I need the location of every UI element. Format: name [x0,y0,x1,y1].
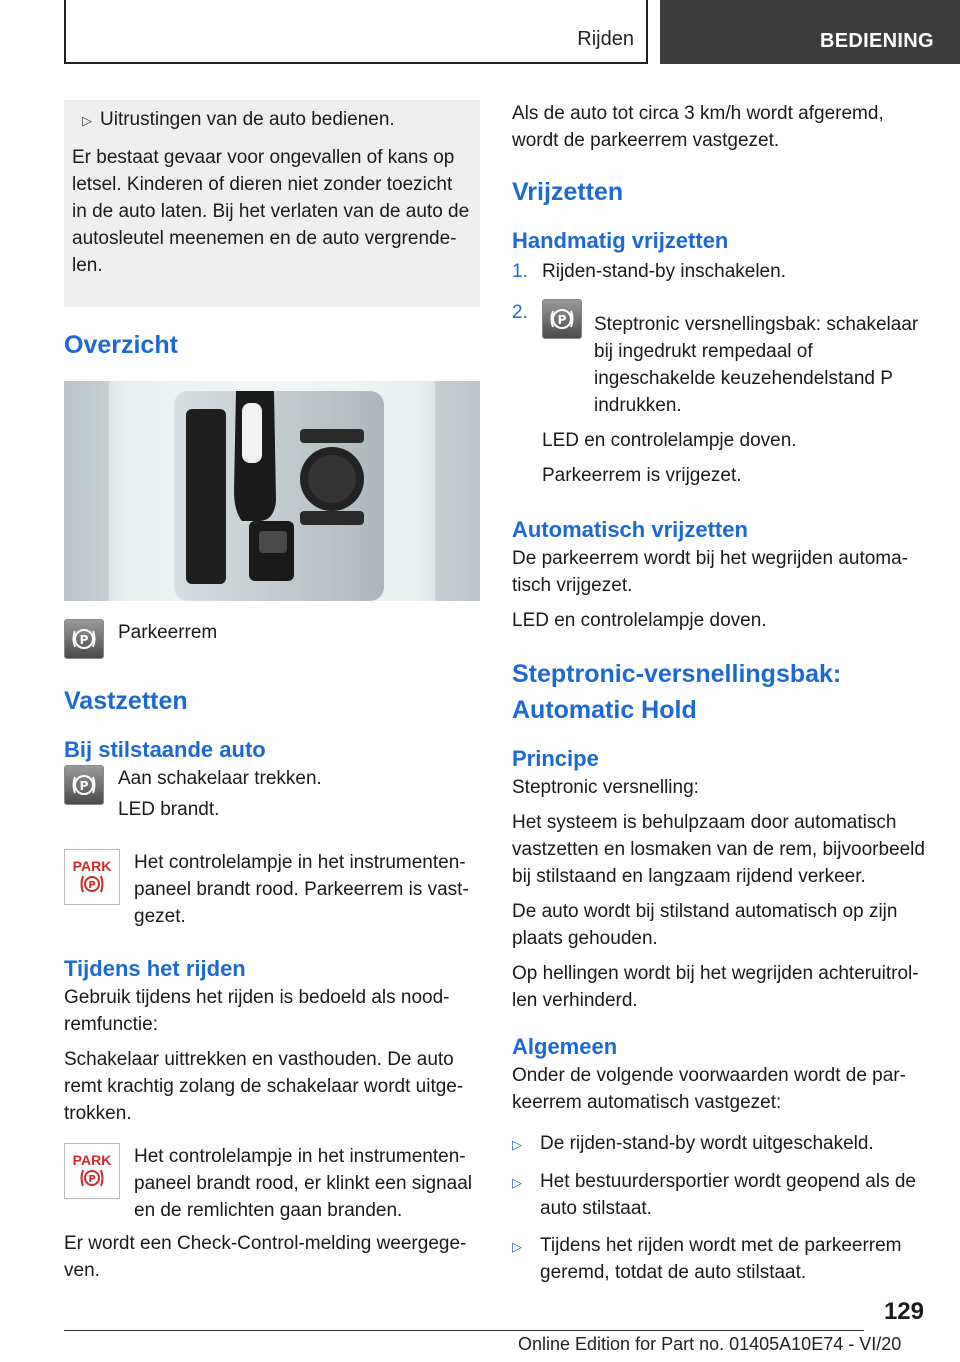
rijden-paragraph-2: Schakelaar uittrekken en vasthouden. De auto remt krachtig zolang de schakelaar wordt uitge-trokken. [64,1049,464,1124]
stilstand-line-1: Aan schakelaar trekken. [118,768,322,789]
heading-principe: Principe [512,746,599,771]
stilstand-line-2: LED brandt. [118,799,220,820]
automatisch-paragraph-1: De parkeerrem wordt bij het wegrijden automa-tisch vrijgezet. [512,548,909,596]
step-text: Rijden-stand-by inschakelen. [542,261,786,282]
triangle-bullet-icon: ▷ [512,1137,522,1152]
warning-box [64,100,480,307]
right-column [512,100,928,1296]
footer-edition: Online Edition for Part no. 01405A10E74 - VI/20 [518,1334,902,1354]
step-2-extra-2: Parkeerrem is vrijgezet. [542,465,742,486]
lamp-text-2: Het controlelampje in het instrumenten-paneel brandt rood, er klinkt een signaal en de remlichten gaan branden. [134,1146,473,1221]
list-item: ▷ Tijdens het rijden wordt met de parkeerrem geremd, totdat de auto stilstaat. [512,1232,928,1286]
photo-caption: Parkeerrem [118,622,218,643]
page-number: 129 [883,1298,924,1325]
parking-brake-switch-icon [64,765,104,805]
heading-automatic-hold: Steptronic-versnellingsbak: Automatic Hold [512,660,842,724]
heading-handmatig-vrijzetten: Handmatig vrijzetten [512,228,729,253]
svg-text:P: P [79,779,89,793]
step-text: Steptronic versnellingsbak: schakelaar bij ingedrukt rempedaal of ingeschakelde keuzehendelstand P indrukken. [594,314,919,416]
list-item [512,258,928,285]
heading-automatisch-vrijzetten: Automatisch vrijzetten [512,517,748,542]
principe-paragraph-3: De auto wordt bij stilstand automatisch op zijn plaats gehouden. [512,901,898,949]
intro-paragraph: Als de auto tot circa 3 km/h wordt afgeremd, wordt de parkeerrem vastgezet. [512,103,884,151]
principe-paragraph-1: Steptronic versnelling: [512,777,699,798]
park-warning-lamp-icon: PARK P [64,1143,120,1199]
algemeen-paragraph-1: Onder de volgende voorwaarden wordt de par-keerrem automatisch vastgezet: [512,1065,906,1113]
heading-vrijzetten: Vrijzetten [512,178,624,206]
caption-row [64,619,480,659]
lamp-text-1: Het controlelampje in het instrumenten-paneel brandt rood. Parkeerrem is vast-gezet. [134,852,469,927]
svg-text:P: P [79,633,89,647]
step-2-extra-1: LED en controlelampje doven. [542,430,797,451]
heading-algemeen: Algemeen [512,1034,618,1059]
list-item [512,299,928,497]
warning-text: Er bestaat gevaar voor ongevallen of kans op letsel. Kinderen of dieren niet zonder toezicht in de auto laten. Bij het verlaten van de auto de autosleutel meenemen en de auto vergrende-len. [72,147,470,276]
heading-tijdens-het-rijden: Tijdens het rijden [64,956,246,981]
parking-brake-photo [64,381,480,601]
svg-text:P: P [88,1174,96,1185]
lamp-row-1 [64,849,480,930]
triangle-bullet-icon: ▷ [82,113,92,128]
heading-overzicht: Overzicht [64,331,178,359]
list-item: ▷ Het bestuurdersportier wordt geopend als de auto stilstaat. [512,1168,928,1222]
stilstand-row [64,765,480,823]
principe-paragraph-4: Op hellingen wordt bij het wegrijden achteruitrol-len verhinderd. [512,963,919,1011]
svg-text:P: P [557,313,567,327]
rijden-paragraph-1: Gebruik tijdens het rijden is bedoeld als nood-remfunctie: [64,987,450,1035]
parking-brake-switch-icon [64,619,104,659]
rijden-paragraph-3: Er wordt een Check-Control-melding weergege-ven. [64,1233,467,1281]
header-chapter-label: BEDIENING [820,30,934,52]
header-chapter-tab [660,0,960,64]
triangle-bullet-icon: ▷ [512,1175,522,1190]
heading-vastzetten: Vastzetten [64,687,188,715]
footer-divider [64,1330,864,1331]
header-section-title: Rijden [577,28,634,50]
svg-text:P: P [88,880,96,891]
step-number: 1. [512,261,528,282]
park-warning-lamp-icon: PARK P [64,849,120,905]
left-column [64,100,480,1292]
triangle-bullet-icon: ▷ [512,1239,522,1254]
principe-paragraph-2: Het systeem is behulpzaam door automatisch vastzetten en losmaken van de rem, bijvoorbeeld bij stilstaand en langzaam rijdend verkeer. [512,812,925,887]
automatisch-paragraph-2: LED en controlelampje doven. [512,610,767,631]
step-number: 2. [512,302,528,323]
warning-bullet: ▷ Uitrustingen van de auto bedienen. [72,106,472,134]
parking-brake-switch-icon [542,299,582,339]
lamp-row-2 [64,1143,480,1224]
heading-bij-stilstaande-auto: Bij stilstaande auto [64,737,266,762]
center-console-illustration [64,381,480,601]
header-frame [64,0,648,64]
list-item: ▷ De rijden-stand-by wordt uitgeschakeld. [512,1130,928,1158]
